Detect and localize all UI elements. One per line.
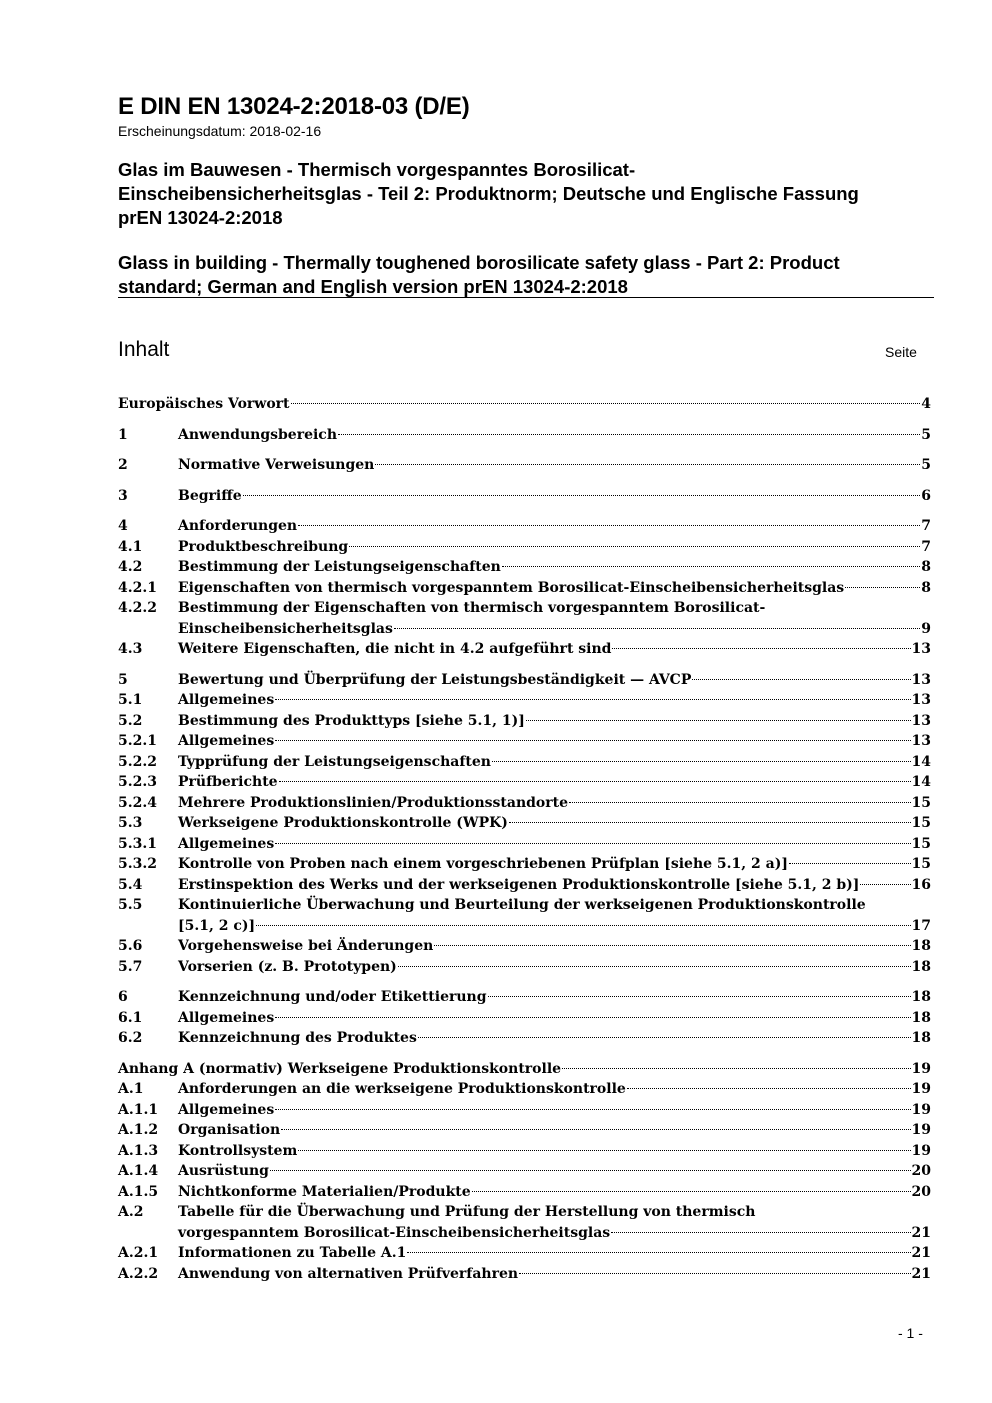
toc-entry[interactable] bbox=[118, 813, 931, 834]
toc-entry[interactable] bbox=[118, 1243, 931, 1264]
toc-entry-number: 6.2 bbox=[118, 1030, 143, 1046]
toc-entry-number: A.1.3 bbox=[118, 1142, 159, 1159]
toc-entry-number: 4.1 bbox=[118, 538, 143, 555]
toc-entry[interactable] bbox=[118, 854, 931, 875]
title-german-line-3: prEN 13024-2:2018 bbox=[118, 207, 283, 228]
toc-leader-dots bbox=[789, 863, 911, 864]
title-english bbox=[118, 251, 938, 299]
toc-entry[interactable] bbox=[118, 557, 931, 578]
toc-leader-dots bbox=[860, 884, 910, 885]
toc-entry-number: 5.2.4 bbox=[118, 794, 157, 811]
toc-entry-page: 14 bbox=[911, 753, 931, 770]
toc-entry-page: 15 bbox=[911, 856, 931, 872]
toc-leader-dots bbox=[256, 925, 910, 926]
toc-entry[interactable] bbox=[118, 690, 931, 711]
toc-entry-number: 5.2.3 bbox=[118, 774, 157, 790]
toc-entry-page: 21 bbox=[911, 1224, 931, 1241]
toc-entry-label: Anforderungen bbox=[178, 518, 298, 534]
toc-entry[interactable] bbox=[118, 1100, 931, 1121]
toc-leader-dots bbox=[611, 1232, 910, 1233]
toc-leader-dots bbox=[488, 996, 911, 997]
toc-leader-dots bbox=[492, 761, 911, 762]
toc-entry-page: 14 bbox=[911, 774, 931, 790]
toc-entry[interactable] bbox=[118, 1059, 931, 1080]
toc-leader-dots bbox=[270, 1170, 911, 1171]
title-english-line-2: standard; German and English version prEN 13024-2:2018 bbox=[118, 276, 628, 297]
toc-entry-label: Informationen zu Tabelle A.1 bbox=[178, 1245, 407, 1261]
toc-entry-label: Vorgehensweise bei Änderungen bbox=[178, 938, 434, 954]
toc-entry-page: 19 bbox=[911, 1081, 931, 1097]
toc-entry-number: 6.1 bbox=[118, 1009, 143, 1026]
toc-entry-label: Typprüfung der Leistungseigenschaften bbox=[178, 753, 491, 770]
toc-entry-label: Anforderungen an die werkseigene Produktionskontrolle bbox=[178, 1081, 626, 1097]
toc-entry-number: A.1 bbox=[118, 1081, 144, 1097]
toc-leader-dots bbox=[279, 781, 911, 782]
toc-entry-label: Kennzeichnung und/oder Etikettierung bbox=[178, 989, 487, 1005]
toc-leader-dots bbox=[298, 1150, 910, 1151]
toc-leader-dots bbox=[434, 945, 910, 946]
toc-leader-dots bbox=[845, 587, 920, 588]
toc-entry-label: Kontrolle von Proben nach einem vorgeschriebenen Prüfplan [siehe 5.1, 2 a)] bbox=[178, 856, 788, 872]
toc-entry-page: 16 bbox=[911, 876, 931, 893]
toc-entry-number: 5.5 bbox=[118, 897, 143, 913]
toc-entry-page: 19 bbox=[911, 1142, 931, 1159]
toc-entry-page: 13 bbox=[911, 671, 931, 688]
toc-entry-label: Kennzeichnung des Produktes bbox=[178, 1030, 417, 1046]
toc-entry-number: 6 bbox=[118, 989, 128, 1005]
toc-entry-page: 21 bbox=[911, 1265, 931, 1282]
toc-entry-label: Allgemeines bbox=[178, 1009, 275, 1026]
toc-leader-dots bbox=[275, 843, 910, 844]
toc-heading: Inhalt bbox=[118, 338, 170, 361]
toc-entry-page: 13 bbox=[911, 733, 931, 749]
toc-entry-page: 7 bbox=[921, 538, 931, 555]
toc-entry-label: Nichtkonforme Materialien/Produkte bbox=[178, 1183, 471, 1200]
toc-entry-page: 7 bbox=[921, 518, 931, 534]
toc-entry[interactable] bbox=[118, 1008, 931, 1029]
toc-entry-page: 18 bbox=[911, 958, 931, 975]
toc-entry-number: 5.7 bbox=[118, 958, 143, 975]
toc-entry[interactable] bbox=[118, 598, 931, 639]
toc-entry-number: 5.3.2 bbox=[118, 856, 157, 872]
toc-entry-number: 1 bbox=[118, 426, 128, 443]
toc-entry-label: Produktbeschreibung bbox=[178, 538, 349, 555]
toc-entry[interactable] bbox=[118, 793, 931, 814]
toc-leader-dots bbox=[472, 1191, 911, 1192]
toc-entry[interactable] bbox=[118, 875, 931, 896]
toc-leader-dots bbox=[612, 648, 910, 649]
toc-entry-label: Anwendungsbereich bbox=[178, 426, 337, 443]
toc-entry-label: Allgemeines bbox=[178, 1101, 275, 1118]
toc-leader-dots bbox=[243, 495, 921, 496]
toc-leader-dots bbox=[569, 802, 910, 803]
toc-entry[interactable] bbox=[118, 1141, 931, 1162]
toc-entry[interactable] bbox=[118, 578, 931, 599]
toc-entry-label: Allgemeines bbox=[178, 733, 275, 749]
toc-leader-dots bbox=[502, 566, 920, 567]
toc-page-column-label: Seite bbox=[885, 344, 917, 360]
toc-entry-page: 5 bbox=[921, 426, 931, 443]
toc-entry-page: 20 bbox=[911, 1163, 931, 1179]
toc-entry[interactable] bbox=[118, 1202, 931, 1243]
title-german-line-2: Einscheibensicherheitsglas - Teil 2: Produktnorm; Deutsche und Englische Fassung bbox=[118, 183, 859, 204]
toc-entry-label: Bestimmung der Eigenschaften von thermisch vorgespanntem Borosilicat- bbox=[178, 600, 766, 616]
toc-entry[interactable] bbox=[118, 957, 931, 978]
toc-entry[interactable] bbox=[118, 486, 931, 507]
toc-entry[interactable] bbox=[118, 455, 931, 476]
title-divider bbox=[118, 297, 934, 298]
toc-entry-number: 5.3 bbox=[118, 815, 143, 831]
toc-entry[interactable] bbox=[118, 1264, 931, 1285]
toc-entry[interactable] bbox=[118, 711, 931, 732]
toc-entry-label: Begriffe bbox=[178, 487, 242, 504]
toc-entry-page: 13 bbox=[911, 641, 931, 657]
toc-entry-number: 5.2.2 bbox=[118, 753, 157, 770]
toc-leader-dots bbox=[627, 1088, 911, 1089]
toc-entry[interactable] bbox=[118, 1120, 931, 1141]
title-german-line-1: Glas im Bauwesen - Thermisch vorgespanntes Borosilicat- bbox=[118, 159, 636, 180]
toc-leader-dots bbox=[526, 720, 911, 721]
toc-entry-page: 6 bbox=[921, 487, 931, 504]
toc-entry-number: 2 bbox=[118, 457, 128, 473]
toc-entry[interactable] bbox=[118, 987, 931, 1008]
toc-entry-page: 18 bbox=[911, 989, 931, 1005]
toc-entry-page: 8 bbox=[921, 559, 931, 575]
toc-entry-number: 4.2 bbox=[118, 559, 143, 575]
toc-entry-page: 15 bbox=[911, 815, 931, 831]
toc-entry-page: 9 bbox=[921, 620, 931, 637]
toc-entry-number: 4 bbox=[118, 518, 128, 534]
toc-entry-label-continued: [5.1, 2 c)] bbox=[178, 917, 256, 934]
toc-entry-page: 5 bbox=[921, 457, 931, 473]
toc-entry-label: Normative Verweisungen bbox=[178, 457, 375, 473]
toc-entry[interactable] bbox=[118, 1028, 931, 1049]
toc-entry-page: 4 bbox=[921, 396, 931, 412]
toc-leader-dots bbox=[275, 740, 910, 741]
toc-entry-label: Europäisches Vorwort bbox=[118, 396, 290, 412]
toc-entry-label: Werkseigene Produktionskontrolle (WPK) bbox=[178, 815, 508, 831]
toc-entry-label: Erstinspektion des Werks und der werkseigenen Produktionskontrolle [siehe 5.1, 2 b)] bbox=[178, 876, 860, 893]
toc-entry-label: Eigenschaften von thermisch vorgespanntem Borosilicat-Einscheibensicherheitsglas bbox=[178, 579, 845, 596]
toc-entry-page: 18 bbox=[911, 1030, 931, 1046]
toc-entry-number: 5.4 bbox=[118, 876, 143, 893]
toc-entry-page: 13 bbox=[911, 692, 931, 708]
toc-leader-dots bbox=[275, 699, 910, 700]
toc-entry-number: A.2.2 bbox=[118, 1265, 159, 1282]
toc-entry-page: 19 bbox=[911, 1060, 931, 1077]
toc-entry-label: Kontinuierliche Überwachung und Beurteilung der werkseigenen Produktionskontrolle bbox=[178, 897, 866, 913]
publication-date: Erscheinungsdatum: 2018-02-16 bbox=[118, 123, 322, 139]
toc-entry-page: 15 bbox=[911, 835, 931, 852]
toc-entry-number: 5.2.1 bbox=[118, 733, 157, 749]
toc-leader-dots bbox=[692, 679, 910, 680]
title-english-line-1: Glass in building - Thermally toughened borosilicate safety glass - Part 2: Product bbox=[118, 252, 840, 273]
toc-leader-dots bbox=[519, 1273, 910, 1274]
toc-entry[interactable] bbox=[118, 752, 931, 773]
toc-entry[interactable] bbox=[118, 1182, 931, 1203]
toc-entry[interactable] bbox=[118, 639, 931, 660]
toc-leader-dots bbox=[275, 1017, 910, 1018]
toc-entry-number: 4.3 bbox=[118, 641, 143, 657]
toc-entry-label-continued: vorgespanntem Borosilicat-Einscheibensicherheitsglas bbox=[178, 1224, 611, 1241]
toc-entry-number: 5.3.1 bbox=[118, 835, 157, 852]
table-of-contents bbox=[118, 394, 931, 1284]
toc-entry-label: Bestimmung des Produkttyps [siehe 5.1, 1)] bbox=[178, 712, 525, 729]
toc-leader-dots bbox=[298, 525, 920, 526]
toc-leader-dots bbox=[349, 546, 920, 547]
toc-leader-dots bbox=[418, 1037, 911, 1038]
toc-leader-dots bbox=[281, 1129, 910, 1130]
toc-entry-number: A.1.2 bbox=[118, 1122, 159, 1138]
toc-entry-number: 3 bbox=[118, 487, 128, 504]
toc-entry[interactable] bbox=[118, 834, 931, 855]
toc-entry-page: 21 bbox=[911, 1245, 931, 1261]
toc-leader-dots bbox=[398, 966, 911, 967]
toc-entry-page: 17 bbox=[911, 917, 931, 934]
toc-entry-number: 4.2.1 bbox=[118, 579, 157, 596]
toc-entry-label: Allgemeines bbox=[178, 835, 275, 852]
toc-leader-dots bbox=[394, 628, 920, 629]
toc-entry-page: 18 bbox=[911, 938, 931, 954]
toc-entry-label: Mehrere Produktionslinien/Produktionsstandorte bbox=[178, 794, 569, 811]
toc-entry[interactable] bbox=[118, 425, 931, 446]
toc-leader-dots bbox=[562, 1068, 910, 1069]
toc-entry-label: Kontrollsystem bbox=[178, 1142, 298, 1159]
toc-entry-label: Weitere Eigenschaften, die nicht in 4.2 aufgeführt sind bbox=[178, 641, 612, 657]
toc-entry-number: A.1.4 bbox=[118, 1163, 159, 1179]
toc-leader-dots bbox=[375, 464, 920, 465]
toc-leader-dots bbox=[509, 822, 911, 823]
toc-entry-number: 5.2 bbox=[118, 712, 143, 729]
toc-entry[interactable] bbox=[118, 1079, 931, 1100]
page-number: - 1 - bbox=[898, 1325, 923, 1341]
toc-entry-label: Vorserien (z. B. Prototypen) bbox=[178, 958, 397, 975]
document-id: E DIN EN 13024-2:2018-03 (D/E) bbox=[118, 93, 470, 120]
toc-entry[interactable] bbox=[118, 1161, 931, 1182]
toc-entry[interactable] bbox=[118, 394, 931, 415]
toc-entry-page: 13 bbox=[911, 712, 931, 729]
toc-entry-number: A.1.1 bbox=[118, 1101, 159, 1118]
toc-entry-number: A.2.1 bbox=[118, 1245, 159, 1261]
toc-entry-label: Organisation bbox=[178, 1122, 281, 1138]
toc-entry-label: Anhang A (normativ) Werkseigene Produktionskontrolle bbox=[118, 1060, 562, 1077]
toc-entry-label: Allgemeines bbox=[178, 692, 275, 708]
toc-leader-dots bbox=[275, 1109, 910, 1110]
toc-entry-number: A.2 bbox=[118, 1204, 144, 1220]
toc-entry[interactable] bbox=[118, 936, 931, 957]
toc-entry[interactable] bbox=[118, 772, 931, 793]
toc-leader-dots bbox=[407, 1252, 910, 1253]
toc-entry-page: 18 bbox=[911, 1009, 931, 1026]
toc-entry-page: 8 bbox=[921, 579, 931, 596]
toc-entry-label: Ausrüstung bbox=[178, 1163, 269, 1179]
toc-entry[interactable] bbox=[118, 731, 931, 752]
toc-entry-number: 4.2.2 bbox=[118, 600, 157, 616]
toc-entry[interactable] bbox=[118, 516, 931, 537]
toc-entry-label: Bestimmung der Leistungseigenschaften bbox=[178, 559, 501, 575]
toc-entry-label: Prüfberichte bbox=[178, 774, 278, 790]
toc-entry-number: A.1.5 bbox=[118, 1183, 159, 1200]
toc-entry-number: 5 bbox=[118, 671, 128, 688]
toc-entry-label-continued: Einscheibensicherheitsglas bbox=[178, 620, 393, 637]
title-german bbox=[118, 158, 938, 230]
toc-entry-page: 19 bbox=[911, 1122, 931, 1138]
toc-entry[interactable] bbox=[118, 895, 931, 936]
toc-entry-page: 15 bbox=[911, 794, 931, 811]
toc-entry-label: Tabelle für die Überwachung und Prüfung der Herstellung von thermisch bbox=[178, 1204, 756, 1220]
toc-entry-label: Bewertung und Überprüfung der Leistungsbeständigkeit — AVCP bbox=[178, 671, 692, 688]
toc-entry-number: 5.6 bbox=[118, 938, 143, 954]
toc-leader-dots bbox=[291, 403, 921, 404]
toc-entry-label: Anwendung von alternativen Prüfverfahren bbox=[178, 1265, 519, 1282]
toc-entry-page: 20 bbox=[911, 1183, 931, 1200]
toc-leader-dots bbox=[338, 434, 920, 435]
toc-entry[interactable] bbox=[118, 537, 931, 558]
toc-entry[interactable] bbox=[118, 670, 931, 691]
toc-entry-number: 5.1 bbox=[118, 692, 143, 708]
toc-entry-page: 19 bbox=[911, 1101, 931, 1118]
